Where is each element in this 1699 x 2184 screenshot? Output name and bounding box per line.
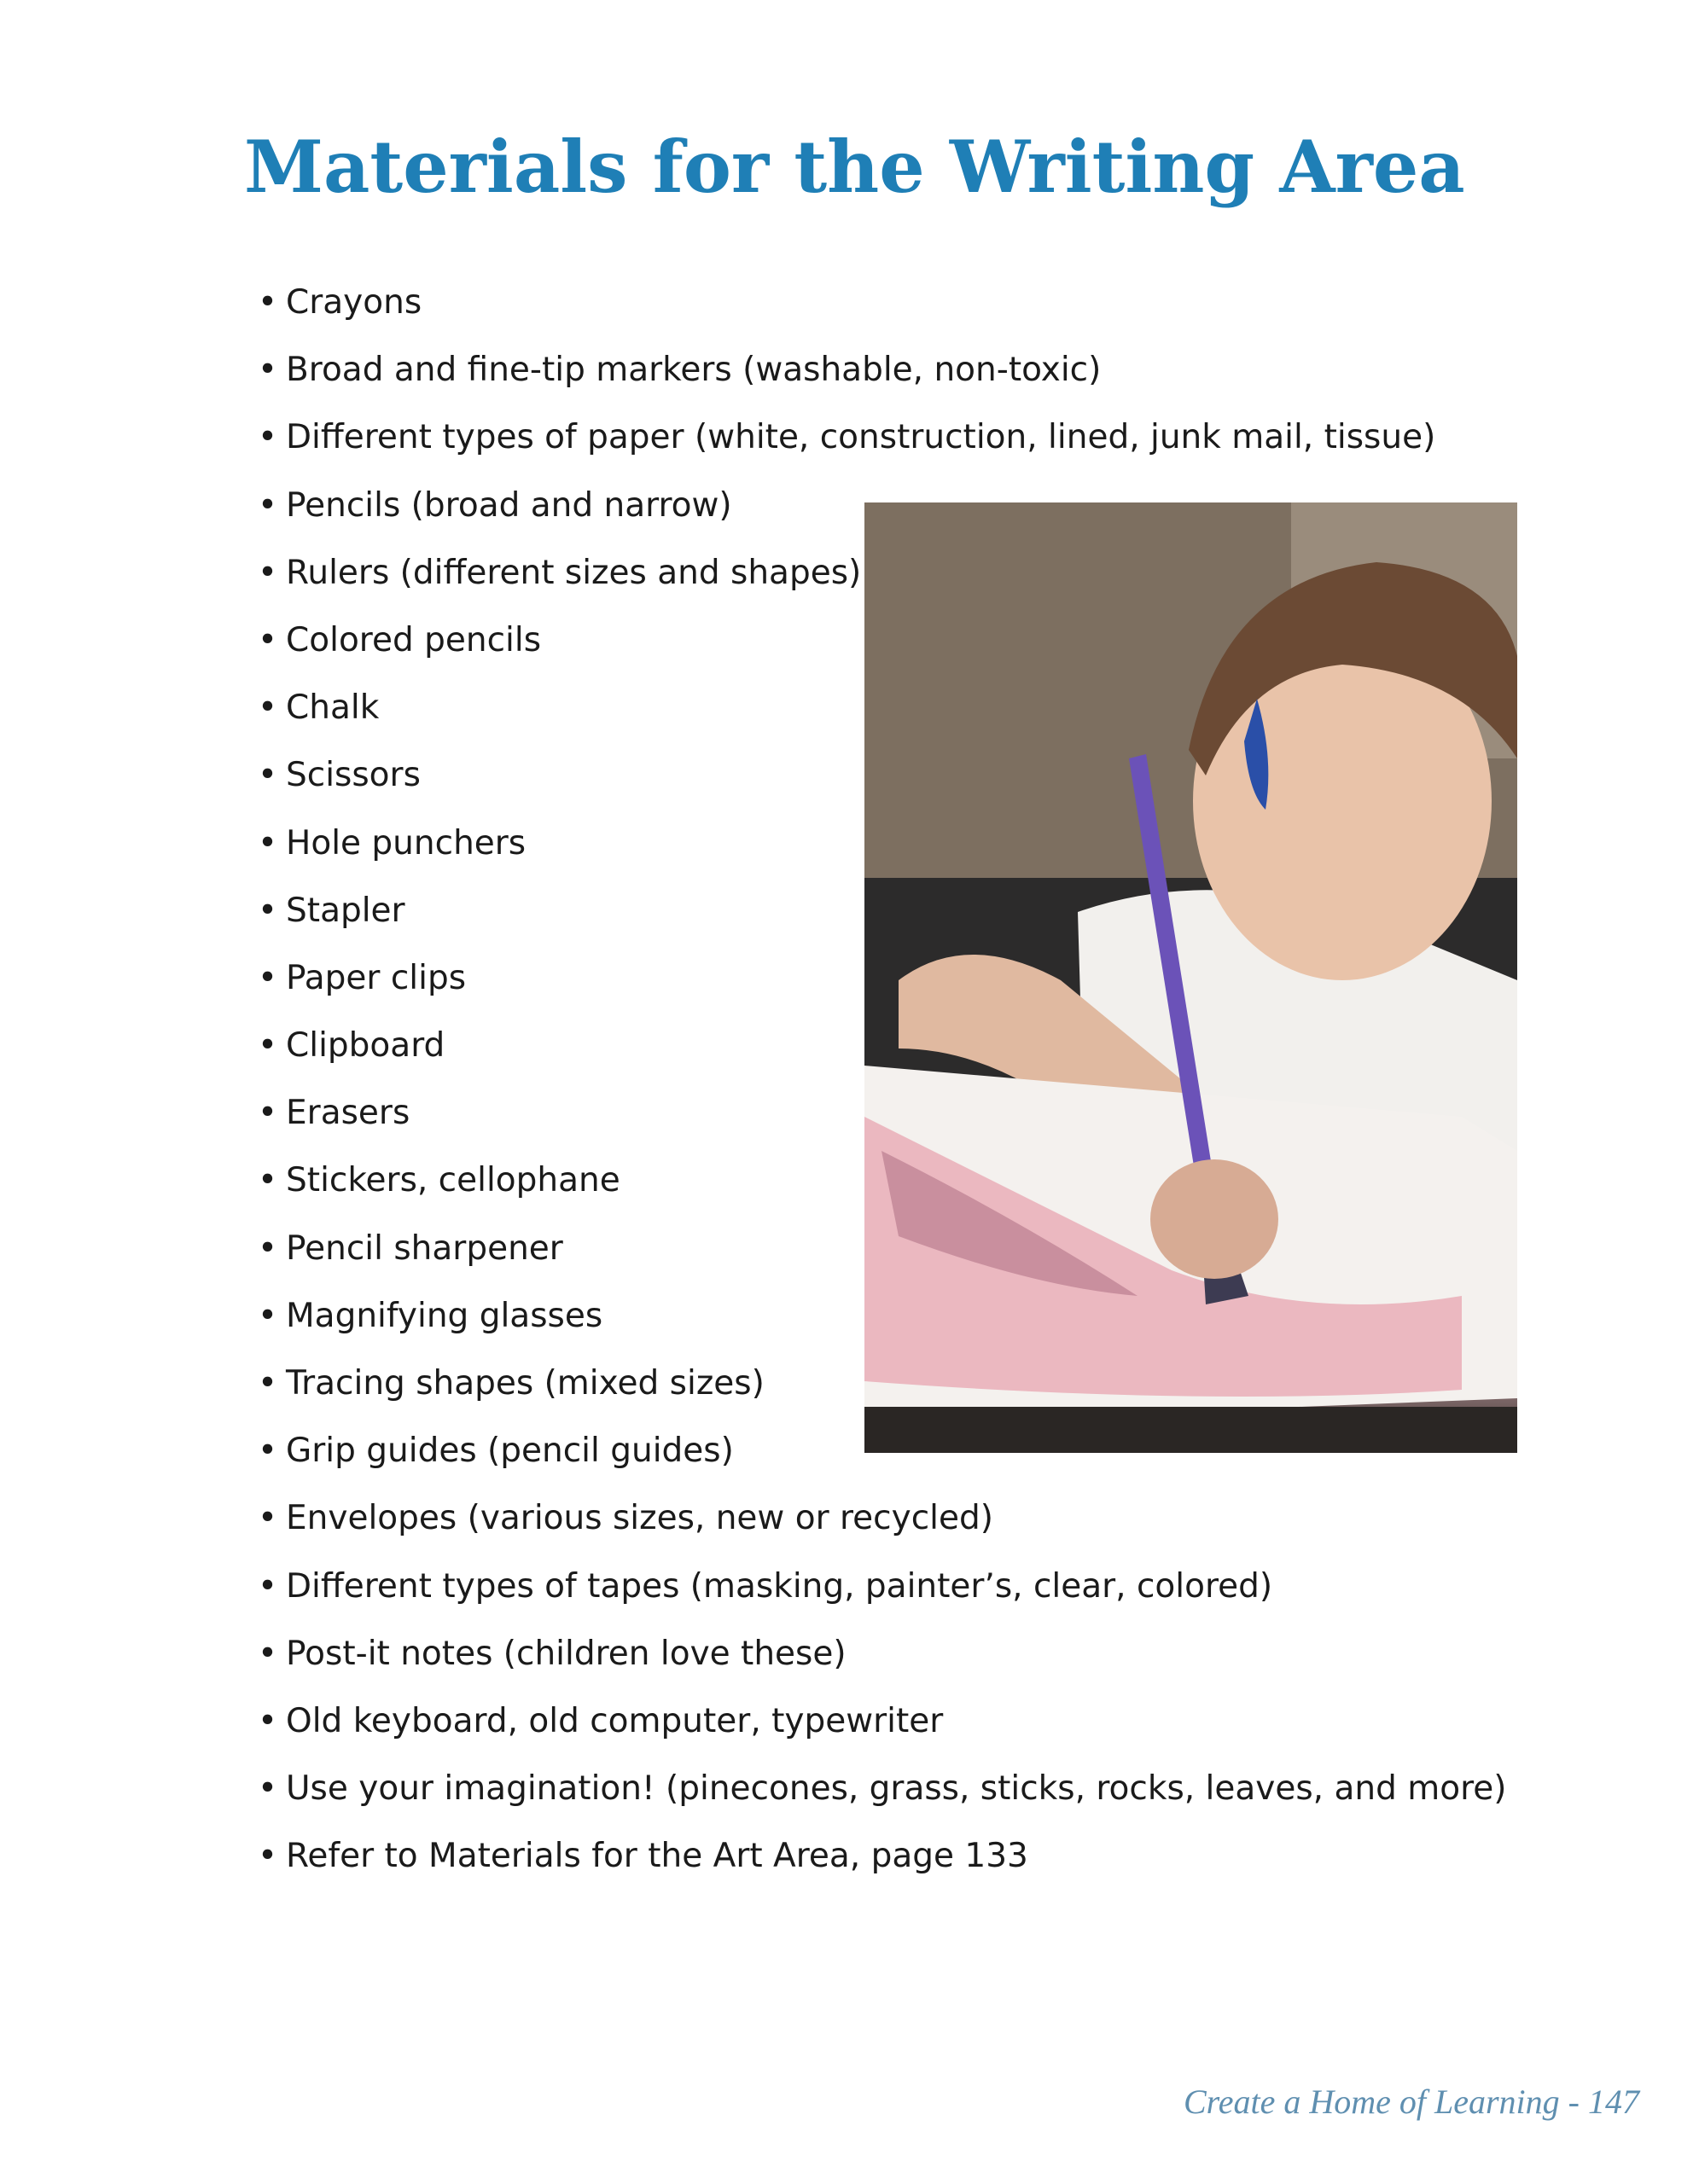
list-item: • Magnifying glasses	[258, 1292, 1507, 1360]
list-item: • Tracing shapes (mixed sizes)	[258, 1360, 1507, 1427]
list-item: • Erasers	[258, 1089, 1507, 1157]
list-item: • Paper clips	[258, 955, 1507, 1022]
page-footer: Create a Home of Learning - 147	[1183, 2082, 1639, 2121]
page-title: Materials for the Writing Area	[244, 125, 1465, 209]
list-item: • Envelopes (various sizes, new or recycled)	[258, 1495, 1507, 1562]
list-item: • Scissors	[258, 752, 1507, 819]
list-item: • Stickers, cellophane	[258, 1157, 1507, 1224]
list-item: • Different types of tapes (masking, painter’s, clear, colored)	[258, 1563, 1507, 1630]
list-item: • Colored pencils	[258, 617, 1507, 684]
list-item: • Broad and fine-tip markers (washable, non-toxic)	[258, 346, 1507, 414]
list-item: • Post-it notes (children love these)	[258, 1630, 1507, 1698]
list-item: • Grip guides (pencil guides)	[258, 1427, 1507, 1495]
list-item: • Chalk	[258, 684, 1507, 752]
list-item: • Stapler	[258, 887, 1507, 955]
list-item: • Use your imagination! (pinecones, grass, sticks, rocks, leaves, and more)	[258, 1765, 1507, 1833]
list-item: • Clipboard	[258, 1022, 1507, 1089]
list-item: • Crayons	[258, 279, 1507, 346]
list-item: • Different types of paper (white, construction, lined, junk mail, tissue)	[258, 414, 1507, 481]
child-painting-illustration	[864, 502, 1517, 1453]
list-item: • Old keyboard, old computer, typewriter	[258, 1698, 1507, 1765]
list-item: • Pencils (broad and narrow)	[258, 482, 1507, 549]
list-item: • Hole punchers	[258, 820, 1507, 887]
child-painting-photo	[864, 502, 1517, 1453]
list-item: • Pencil sharpener	[258, 1225, 1507, 1292]
list-item: • Refer to Materials for the Art Area, page 133	[258, 1833, 1507, 1900]
list-item: • Rulers (different sizes and shapes)	[258, 549, 1507, 617]
